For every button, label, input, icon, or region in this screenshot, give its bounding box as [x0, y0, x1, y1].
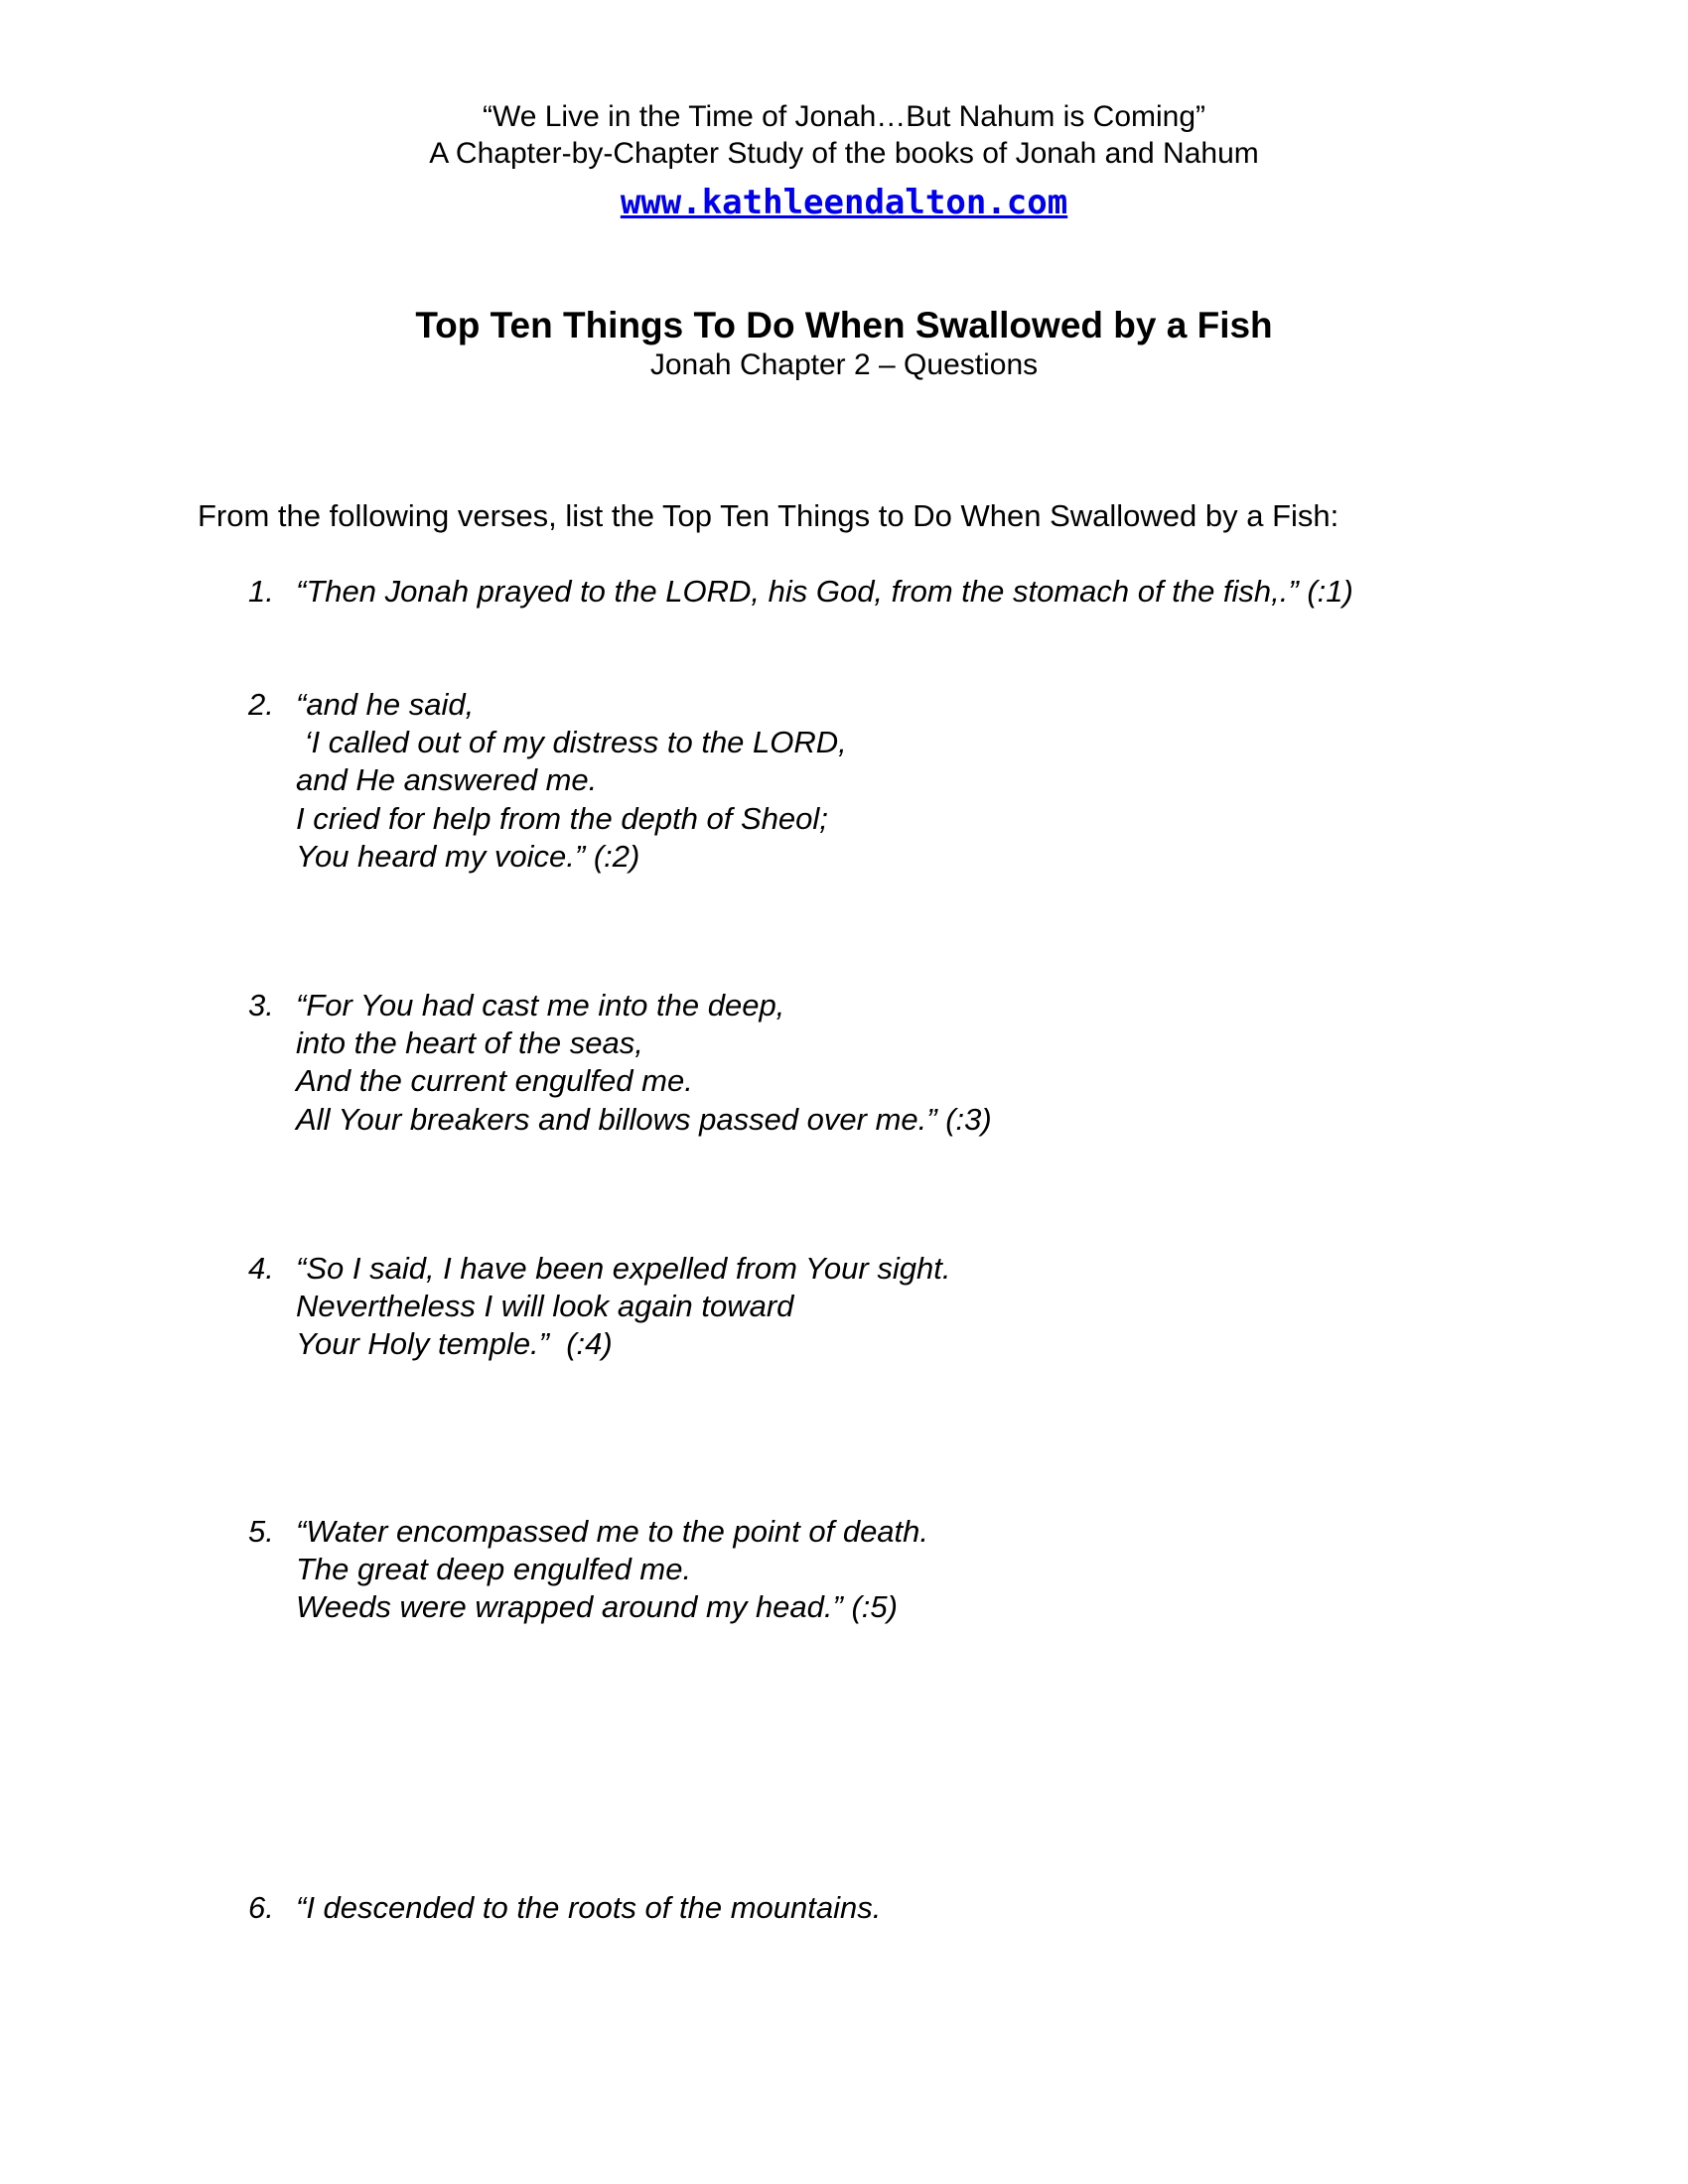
website-link[interactable]: www.kathleendalton.com — [620, 183, 1068, 222]
item-number: 4. — [248, 1251, 274, 1286]
item-number: 1. — [248, 574, 274, 609]
verse-line: Your Holy temple.” (:4) — [296, 1326, 613, 1362]
verse-line: You heard my voice.” (:2) — [296, 838, 640, 874]
item-number: 5. — [248, 1514, 274, 1549]
verse-line: ‘I called out of my distress to the LORD, — [296, 725, 847, 760]
list-item — [248, 987, 992, 1139]
verse-line: “and he said, — [296, 687, 475, 722]
verse-line: I cried for help from the depth of Sheol; — [296, 800, 828, 836]
page-title: Top Ten Things To Do When Swallowed by a Fish — [415, 305, 1273, 345]
verse-line: “So I said, I have been expelled from Your sight. — [296, 1251, 951, 1286]
instructions: From the following verses, list the Top Ten Things to Do When Swallowed by a Fish: — [198, 498, 1339, 533]
series-title: “We Live in the Time of Jonah…But Nahum is Coming” — [482, 100, 1206, 133]
verse-line: “I descended to the roots of the mountains. — [296, 1890, 882, 1925]
list-item — [248, 573, 1353, 611]
verse-line: into the heart of the seas, — [296, 1025, 643, 1061]
item-number: 3. — [248, 988, 274, 1023]
verse-line: The great deep engulfed me. — [296, 1552, 692, 1587]
verse-line: “For You had cast me into the deep, — [296, 988, 785, 1023]
verse-line: All Your breakers and billows passed over me.” (:3) — [296, 1101, 992, 1137]
verse-line: Weeds were wrapped around my head.” (:5) — [296, 1589, 898, 1625]
list-item — [248, 686, 847, 876]
verse-line: Nevertheless I will look again toward — [296, 1289, 794, 1324]
item-number: 6. — [248, 1890, 274, 1925]
list-item — [248, 1250, 950, 1364]
verse-line: And the current engulfed me. — [296, 1063, 693, 1099]
list-item — [248, 1513, 928, 1627]
verse-line: “Then Jonah prayed to the LORD, his God, from the stomach of the fish,.” (:1) — [296, 574, 1353, 609]
list-item — [248, 1889, 881, 1927]
page-subtitle: Jonah Chapter 2 – Questions — [649, 348, 1039, 381]
verse-line: and He answered me. — [296, 762, 598, 798]
verse-line: “Water encompassed me to the point of death. — [296, 1514, 929, 1549]
series-subtitle: A Chapter-by-Chapter Study of the books of Jonah and Nahum — [429, 137, 1259, 170]
item-number: 2. — [248, 687, 274, 722]
